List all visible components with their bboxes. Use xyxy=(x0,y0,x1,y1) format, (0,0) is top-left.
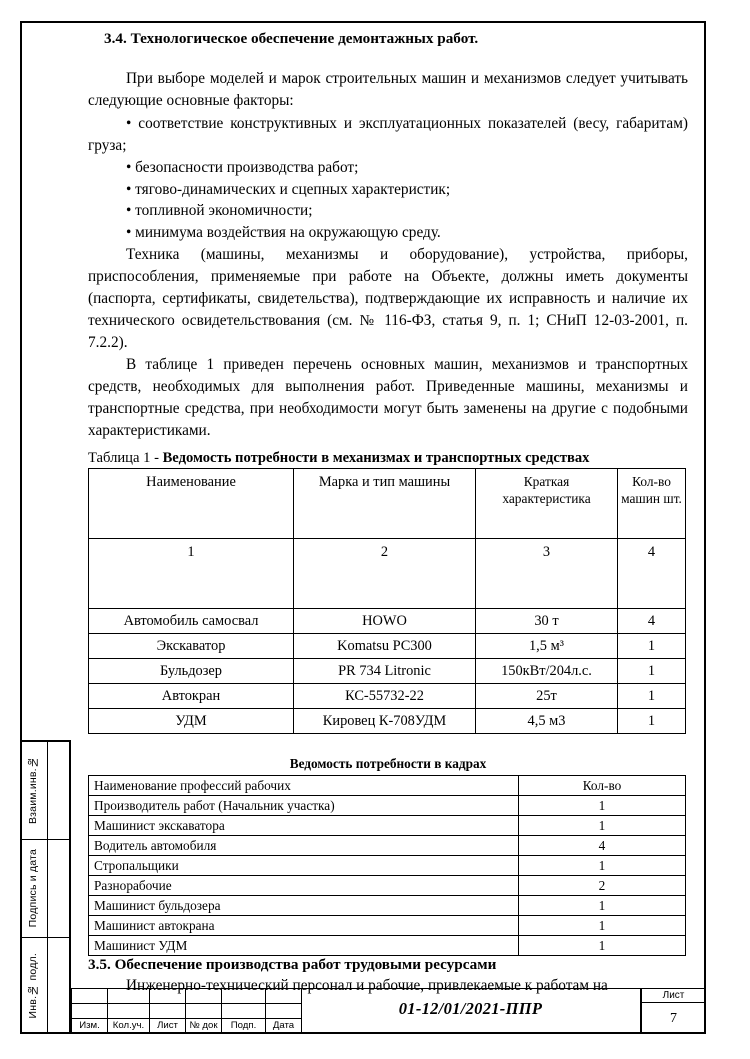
revision-table xyxy=(71,988,302,1034)
stamp-cell-label-box xyxy=(20,742,48,839)
title-block-sheet-cell xyxy=(641,988,706,1034)
table1-colnum-3: 3 xyxy=(476,539,618,609)
table-row xyxy=(89,634,686,659)
revision-row-blank-1 xyxy=(72,989,302,1004)
sheet-number: 7 xyxy=(641,1003,706,1034)
revision-col-koluch: Кол.уч. xyxy=(108,1019,150,1034)
paragraph-equipment-docs: Техника (машины, механизмы и оборудование), устройства, приборы, приспособления, применяемые при работе на Объекте, должны иметь документы (паспорта, сертификаты, свидетельства), подтверждающие их исправность и наличие их технического освидетельствования (см. № 116-ФЗ, статья 9, п. 1; СНиП 12-03-2001, п. 7.2.2). xyxy=(88,246,688,351)
table-row xyxy=(89,709,686,734)
table2-cell-profession: Водитель автомобиля xyxy=(89,836,519,856)
table2-cell-profession: Машинист бульдозера xyxy=(89,896,519,916)
bullet-item-2: • безопасности производства работ; xyxy=(126,158,359,176)
table1-cell-qty: 1 xyxy=(618,684,686,709)
table-row xyxy=(89,916,686,936)
table2-cell-profession: Производитель работ (Начальник участка) xyxy=(89,796,519,816)
table1-numbering-row xyxy=(89,539,686,609)
table2-header-row xyxy=(89,776,686,796)
table-row xyxy=(89,796,686,816)
table2-title: Ведомость потребности в кадрах xyxy=(289,756,487,772)
document-content xyxy=(88,30,688,997)
table1-cell-name: Экскаватор xyxy=(89,634,294,659)
table1-header-name: Наименование xyxy=(89,469,294,539)
table-row xyxy=(89,856,686,876)
table1-caption xyxy=(88,450,688,468)
bullet-item-4: • топливной экономичности; xyxy=(126,202,313,220)
bullet-item-1: • соответствие конструктивных и эксплуатационных показателей (весу, габаритам) груза; xyxy=(88,114,688,154)
table-row xyxy=(89,876,686,896)
table2-cell-profession: Машинист автокрана xyxy=(89,916,519,936)
table-row xyxy=(89,659,686,684)
table1-header-row xyxy=(89,469,686,539)
table-row xyxy=(89,684,686,709)
table2-cell-profession: Разнорабочие xyxy=(89,876,519,896)
table1-cell-qty: 1 xyxy=(618,659,686,684)
table1-caption-prefix: Таблица 1 - xyxy=(88,449,163,466)
table1-cell-qty: 4 xyxy=(618,609,686,634)
table-machinery xyxy=(88,468,686,734)
table2-cell-qty: 1 xyxy=(519,856,686,876)
table2-cell-qty: 2 xyxy=(519,876,686,896)
table-row xyxy=(89,836,686,856)
bullet-item-3: • тягово-динамических и сцепных характеристик; xyxy=(126,180,451,198)
table1-cell-name: Бульдозер xyxy=(89,659,294,684)
table1-cell-brand: Komatsu PC300 xyxy=(294,634,476,659)
revision-cell xyxy=(186,989,222,1004)
revision-cell xyxy=(72,989,108,1004)
stamp-label-vzaim-inv: Взаим.инв.№ xyxy=(27,756,40,825)
revision-cell xyxy=(266,989,302,1004)
table-row xyxy=(89,816,686,836)
stamp-cell-vzaim-inv xyxy=(20,742,71,840)
table2-header-qty: Кол-во xyxy=(519,776,686,796)
revision-col-data: Дата xyxy=(266,1019,302,1034)
left-stamp-column xyxy=(20,740,71,1034)
table1-cell-spec: 30 т xyxy=(476,609,618,634)
revision-row-blank-2 xyxy=(72,1004,302,1019)
document-code: 01-12/01/2021-ППР xyxy=(398,998,543,1018)
revision-col-podp: Подп. xyxy=(222,1019,266,1034)
table1-colnum-4: 4 xyxy=(618,539,686,609)
table2-cell-qty: 1 xyxy=(519,916,686,936)
revision-cell xyxy=(72,1004,108,1019)
table-row xyxy=(89,609,686,634)
stamp-cell-label-box xyxy=(20,938,48,1034)
table2-cell-qty: 1 xyxy=(519,936,686,956)
table1-header-brand: Марка и тип машины xyxy=(294,469,476,539)
revision-cell xyxy=(108,989,150,1004)
bullet-item-5: • минимума воздействия на окружающую среду. xyxy=(126,224,441,242)
revision-col-izm: Изм. xyxy=(72,1019,108,1034)
revision-cell xyxy=(222,1004,266,1019)
table1-cell-spec: 1,5 м³ xyxy=(476,634,618,659)
revision-col-ndok: № док xyxy=(186,1019,222,1034)
table2-header-profession: Наименование профессий рабочих xyxy=(89,776,519,796)
table1-cell-brand: Кировец К-708УДМ xyxy=(294,709,476,734)
title-block xyxy=(71,988,706,1034)
table2-cell-qty: 4 xyxy=(519,836,686,856)
title-block-document-code-cell xyxy=(301,988,641,1034)
revision-cell xyxy=(222,989,266,1004)
revision-header-row xyxy=(72,1019,302,1034)
stamp-label-inv-podl: Инв.№ подл. xyxy=(27,953,40,1019)
table-personnel xyxy=(88,775,686,956)
sheet-label: Лист xyxy=(641,988,706,1003)
table1-caption-title: Ведомость потребности в механизмах и транспортных средствах xyxy=(162,449,590,466)
table-row xyxy=(89,936,686,956)
paragraph-table-intro: В таблице 1 приведен перечень основных машин, механизмов и транспортных средств, необходимых для выполнения работ. Приведенные машины, механизмы и транспортные средства, при необходимости могут быть заменены на другие с подобными характеристиками. xyxy=(88,356,688,439)
table2-cell-profession: Стропальщики xyxy=(89,856,519,876)
table2-cell-qty: 1 xyxy=(519,896,686,916)
revision-cell xyxy=(150,1004,186,1019)
revision-cell xyxy=(150,989,186,1004)
revision-cell xyxy=(108,1004,150,1019)
table2-cell-profession: Машинист экскаватора xyxy=(89,816,519,836)
table2-cell-profession: Машинист УДМ xyxy=(89,936,519,956)
revision-col-list: Лист xyxy=(150,1019,186,1034)
table1-colnum-2: 2 xyxy=(294,539,476,609)
table1-cell-spec: 25т xyxy=(476,684,618,709)
table2-cell-qty: 1 xyxy=(519,816,686,836)
stamp-cell-podpis-i-data xyxy=(20,840,71,938)
table1-cell-name: Автомобиль самосвал xyxy=(89,609,294,634)
revision-cell xyxy=(266,1004,302,1019)
table-row xyxy=(89,896,686,916)
title-block-revision-grid xyxy=(71,988,301,1034)
table1-cell-spec: 150кВт/204л.с. xyxy=(476,659,618,684)
stamp-cell-label-box xyxy=(20,840,48,937)
table1-cell-name: УДМ xyxy=(89,709,294,734)
section-heading-3-4: 3.4. Технологическое обеспечение демонтажных работ. xyxy=(104,30,479,47)
table1-colnum-1: 1 xyxy=(89,539,294,609)
paragraph-intro: При выборе моделей и марок строительных машин и механизмов следует учитывать следующие основные факторы: xyxy=(88,70,688,110)
table1-cell-brand: КС-55732-22 xyxy=(294,684,476,709)
table1-cell-brand: PR 734 Litronic xyxy=(294,659,476,684)
table1-cell-spec: 4,5 м3 xyxy=(476,709,618,734)
table1-cell-qty: 1 xyxy=(618,709,686,734)
table1-cell-qty: 1 xyxy=(618,634,686,659)
table1-cell-brand: HOWO xyxy=(294,609,476,634)
table1-header-spec: Краткая характеристика xyxy=(476,469,618,539)
table1-header-qty: Кол-во машин шт. xyxy=(618,469,686,539)
paragraph-final: Инженерно-технический персонал и рабочие, привлекаемые к работам на xyxy=(126,976,608,994)
table2-cell-qty: 1 xyxy=(519,796,686,816)
stamp-cell-inv-podl xyxy=(20,938,71,1034)
table1-cell-name: Автокран xyxy=(89,684,294,709)
stamp-label-podpis-i-data: Подпись и дата xyxy=(27,849,40,928)
section-heading-3-5: 3.5. Обеспечение производства работ трудовыми ресурсами xyxy=(88,956,497,974)
revision-cell xyxy=(186,1004,222,1019)
